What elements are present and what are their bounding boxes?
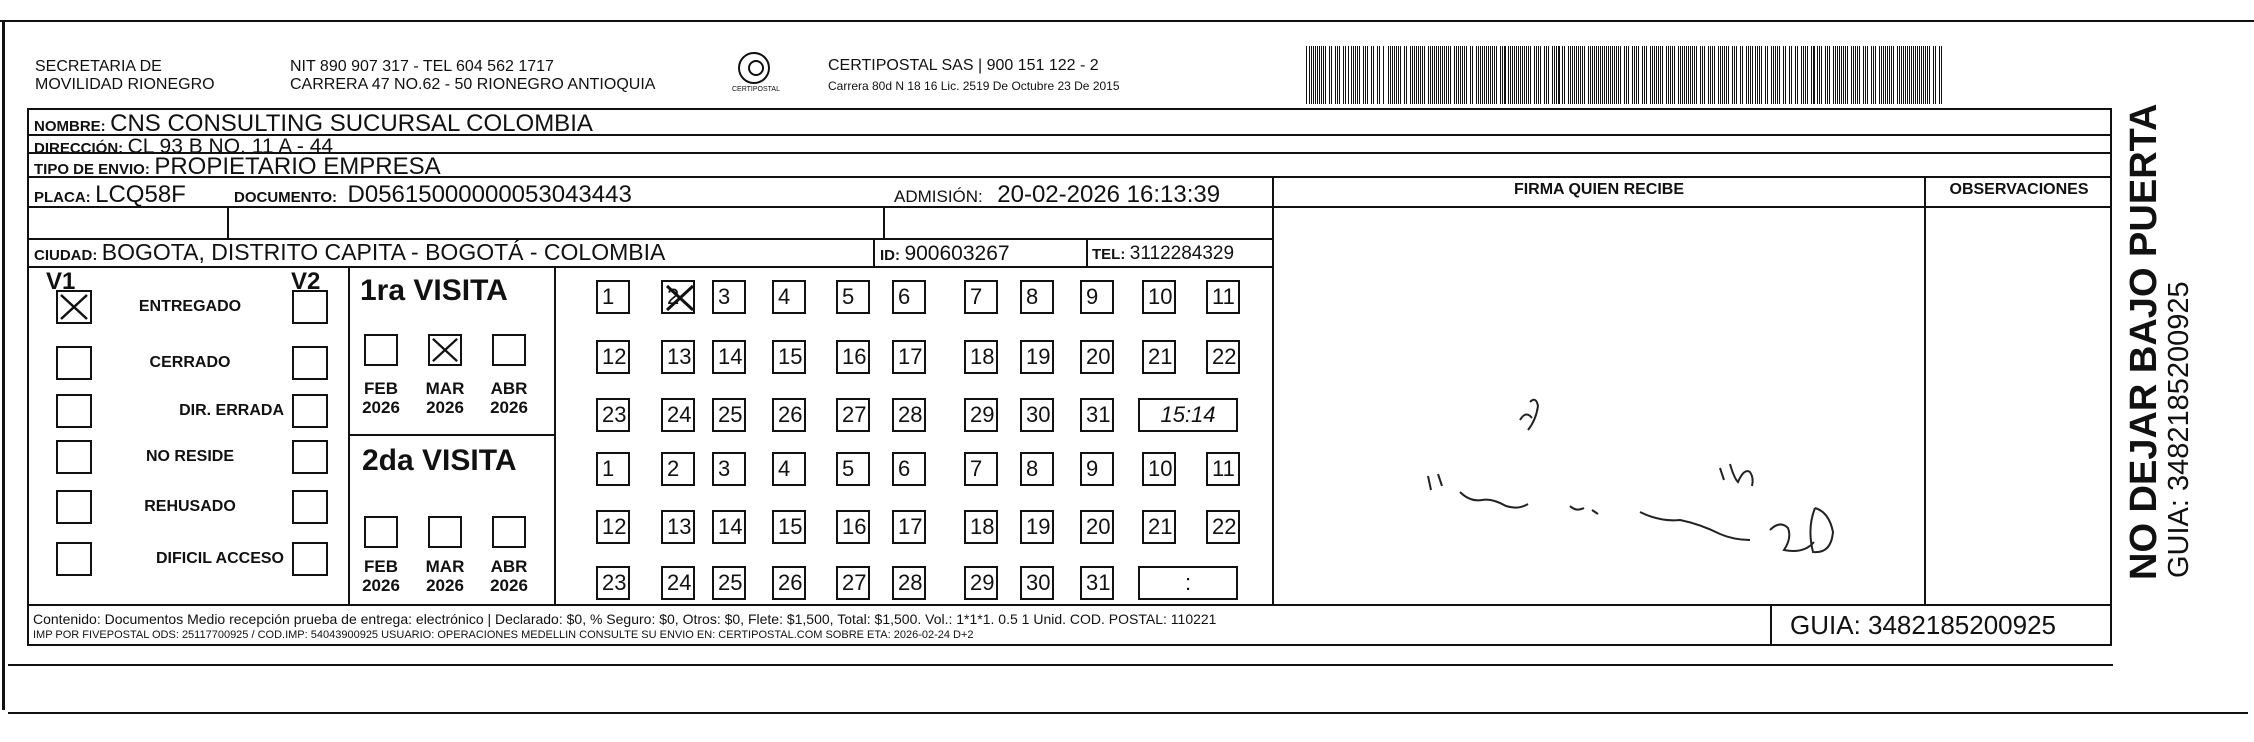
side-text [2123,103,2205,580]
day-box[interactable]: 22 [1206,510,1240,544]
v1-checkbox[interactable] [56,346,92,380]
day-box[interactable]: 18 [964,340,998,374]
day-box[interactable]: 31 [1080,566,1114,600]
nit-block [290,58,655,94]
day-box[interactable]: 25 [712,566,746,600]
bottom-edge-lower [8,712,2248,714]
day-box[interactable]: 15 [772,340,806,374]
org-name [35,58,215,94]
day-box[interactable]: 27 [836,398,870,432]
day-box[interactable]: 10 [1142,452,1176,486]
month-label: MAR 2026 [425,379,465,417]
day-box[interactable]: 7 [964,280,998,314]
day-box[interactable]: 19 [1020,510,1054,544]
nombre-value: CNS CONSULTING SUCURSAL COLOMBIA [110,110,593,137]
day-box[interactable]: 10 [1142,280,1176,314]
day-box[interactable]: 29 [964,566,998,600]
id-value: 900603267 [904,242,1010,265]
day-box[interactable]: 13 [661,340,695,374]
footer-guia: GUIA: 3482185200925 [1790,610,2056,640]
direccion-label: DIRECCIÓN: [34,140,124,157]
placa-value: LCQ58F [95,181,186,208]
v2-label: V2 [291,268,321,295]
visit1-title: 1ra VISITA [360,274,508,307]
month-checkbox[interactable] [364,334,398,366]
day-box[interactable]: 11 [1206,280,1240,314]
month-checkbox[interactable] [364,516,398,548]
placa-label: PLACA: [34,189,91,206]
day-box[interactable]: 13 [661,510,695,544]
tipo-label: TIPO DE ENVIO: [34,161,150,178]
org-line2: MOVILIDAD RIONEGRO [35,76,215,93]
status-label: ENTREGADO [138,298,242,315]
documento-value: D05615000000053043443 [347,181,632,208]
left-edge [2,20,5,710]
day-box[interactable]: 6 [892,452,926,486]
month-checkbox[interactable] [492,516,526,548]
logo-caption: CERTIPOSTAL [732,86,780,93]
day-box[interactable]: 26 [772,398,806,432]
day-box[interactable]: 16 [836,510,870,544]
bottom-edge [8,664,2113,666]
admision-label: ADMISIÓN: [894,187,983,206]
day-box[interactable]: 30 [1020,566,1054,600]
observaciones-header: OBSERVACIONES [1949,181,2089,198]
day-box[interactable]: 3 [712,280,746,314]
day-box[interactable]: 3 [712,452,746,486]
documento-label: DOCUMENTO: [234,189,338,206]
day-box[interactable]: 16 [836,340,870,374]
day-box[interactable]: 19 [1020,340,1054,374]
time-box[interactable]: 15:14 [1138,398,1238,432]
footer-imp: IMP POR FIVEPOSTAL ODS: 25117700925 / COD.IMP: 54043900925 USUARIO: OPERACIONES MEDELLIN CONSULTE SU ENVIO EN: CERTIPOSTAL.COM SOBRE ETA: 2026-02-24 D+2 [33,629,974,641]
day-box[interactable]: 23 [596,566,630,600]
id-label: ID: [880,247,900,264]
month-label: ABR 2026 [490,379,528,417]
v2-checkbox[interactable] [292,490,328,524]
ciudad-row [34,241,665,264]
month-checkbox[interactable] [428,516,462,548]
certipostal-logo [738,52,770,84]
signature-scribble [1420,380,1880,590]
firma-header: FIRMA QUIEN RECIBE [1513,181,1685,198]
tipo-row [34,155,441,179]
month-label: FEB 2026 [362,557,400,595]
day-box[interactable]: 14 [712,340,746,374]
day-box[interactable]: 12 [596,340,630,374]
v1-checkbox[interactable] [56,490,92,524]
day-box[interactable]: 24 [661,398,695,432]
day-box[interactable]: 17 [892,510,926,544]
v1-checkbox[interactable] [56,290,92,324]
day-box[interactable]: 12 [596,510,630,544]
day-box[interactable]: 4 [772,280,806,314]
day-box[interactable]: 7 [964,452,998,486]
day-box[interactable]: 9 [1080,280,1114,314]
month-checkbox[interactable] [428,334,462,366]
status-label: NO RESIDE [145,448,234,465]
month-label: FEB 2026 [362,379,400,417]
nit-line2: CARRERA 47 NO.62 - 50 RIONEGRO ANTIOQUIA [290,76,656,93]
v2-checkbox[interactable] [292,346,328,380]
day-box[interactable]: 28 [892,566,926,600]
status-label: REHUSADO [144,498,236,515]
nombre-row [34,112,593,136]
day-box[interactable]: 14 [712,510,746,544]
day-box[interactable]: 29 [964,398,998,432]
day-box[interactable]: 30 [1020,398,1054,432]
day-box[interactable]: 27 [836,566,870,600]
day-box[interactable]: 17 [892,340,926,374]
time-box[interactable]: : [1138,566,1238,600]
day-box[interactable]: 11 [1206,452,1240,486]
placa-row [34,183,186,207]
day-box[interactable]: 21 [1142,510,1176,544]
day-box[interactable]: 24 [661,566,695,600]
day-box[interactable]: 4 [772,452,806,486]
month-label: ABR 2026 [490,557,528,595]
day-box[interactable]: 23 [596,398,630,432]
day-box[interactable]: 5 [836,452,870,486]
day-box[interactable]: 20 [1080,340,1114,374]
footer-contenido: Contenido: Documentos Medio recepción prueba de entrega: electrónico | Declarado: $0, % Seguro: $0, Otros: $0, Flete: $1,500, Total: $1,500. Vol.: 1*1*1. 0.5 1 Unid. COD. POSTAL: 110221 [33,611,1217,627]
day-box[interactable]: 5 [836,280,870,314]
v1-checkbox[interactable] [56,542,92,576]
day-box[interactable]: 31 [1080,398,1114,432]
side-line2: GUIA: 3482185200925 [2163,281,2195,578]
day-box[interactable]: 8 [1020,280,1054,314]
direccion-value: CL 93 B NO. 11 A - 44 [127,135,334,158]
month-checkbox[interactable] [492,334,526,366]
day-box[interactable]: 28 [892,398,926,432]
v1-label: V1 [46,268,76,295]
day-box[interactable]: 21 [1142,340,1176,374]
day-box[interactable]: 9 [1080,452,1114,486]
status-label: DIR. ERRADA [179,402,284,419]
id-row [880,243,1010,264]
visit2-title: 2da VISITA [362,444,517,477]
admision-value: 20-02-2026 16:13:39 [997,181,1221,208]
status-label: DIFICIL ACCESO [155,550,284,567]
day-box[interactable]: 18 [964,510,998,544]
barcode [1306,46,1946,104]
org-line1: SECRETARIA DE [35,58,162,75]
day-box[interactable]: 1 [596,280,630,314]
tel-row [1092,244,1234,263]
nit-line1: NIT 890 907 317 - TEL 604 562 1717 [290,58,554,75]
v1-checkbox[interactable] [56,394,92,428]
tel-label: TEL: [1092,246,1126,263]
v2-checkbox[interactable] [292,290,328,324]
status-label: CERRADO [149,354,231,371]
day-box[interactable]: 15 [772,510,806,544]
admision-row [894,183,1220,207]
day-box[interactable]: 1 [596,452,630,486]
day-box[interactable]: 22 [1206,340,1240,374]
day-box[interactable]: 20 [1080,510,1114,544]
tipo-value: PROPIETARIO EMPRESA [154,153,441,180]
v2-checkbox[interactable] [292,440,328,474]
month-label: MAR 2026 [425,557,465,595]
company-line2: Carrera 80d N 18 16 Lic. 2519 De Octubre 23 De 2015 [828,79,1120,93]
side-line1: NO DEJAR BAJO PUERTA [2123,103,2165,580]
v2-checkbox[interactable] [292,394,328,428]
day-box[interactable]: 26 [772,566,806,600]
day-box[interactable]: 25 [712,398,746,432]
company-line1: CERTIPOSTAL SAS | 900 151 122 - 2 [828,57,1099,74]
v1-checkbox[interactable] [56,440,92,474]
documento-row [234,183,632,207]
day-box[interactable]: 2 [661,452,695,486]
day-box[interactable]: 8 [1020,452,1054,486]
nombre-label: NOMBRE: [34,118,106,135]
day-box[interactable]: 2 [661,280,695,314]
v2-checkbox[interactable] [292,542,328,576]
tel-value: 3112284329 [1129,243,1235,264]
ciudad-label: CIUDAD: [34,247,98,264]
ciudad-value: BOGOTA, DISTRITO CAPITA - BOGOTÁ - COLOMBIA [101,239,666,265]
top-border [0,20,2254,22]
day-box[interactable]: 6 [892,280,926,314]
